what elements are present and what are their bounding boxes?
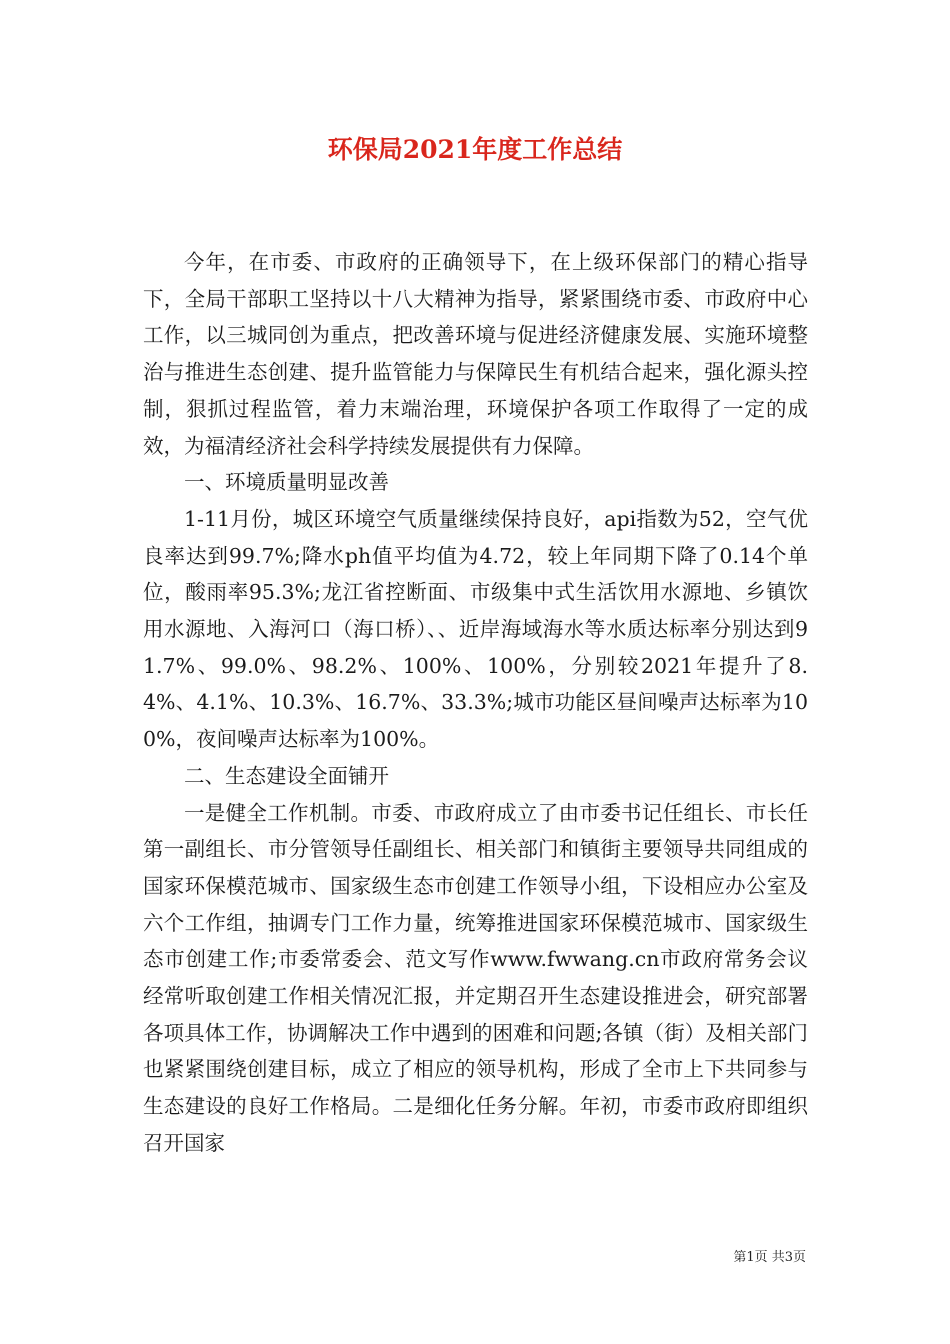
paragraph-environment-quality: 1-11月份，城区环境空气质量继续保持良好，api指数为52，空气优良率达到99.7%;降水ph值平均值为4.72，较上年同期下降了0.14个单位，酸雨率95.3%;龙江省控断面、市级集中式生活饮用水源地、乡镇饮用水源地、入海河口（海口桥）、、近岸海域海水等水质达标率分别达到91.7%、99.0%、98.2%、100%、100%，分别较2021年提升了8.4%、4.1%、10.3%、16.7%、33.3%;城市功能区昼间噪声达标率为100%，夜间噪声达标率为100%。	[143, 506, 808, 752]
paragraph-ecology-construction: 一是健全工作机制。市委、市政府成立了由市委书记任组长、市长任第一副组长、市分管领导任副组长、相关部门和镇街主要领导共同组成的国家环保模范城市、国家级生态市创建工作领导小组，下设相应办公室及六个工作组，抽调专门工作力量，统筹推进国家环保模范城市、国家级生态市创建工作;市委常委会、范文写作www.fwwang.cn市政府常务会议经常听取创建工作相关情况汇报，并定期召开生态建设推进会，研究部署各项具体工作，协调解决工作中遇到的困难和问题;各镇（街）及相关部门也紧紧围绕创建目标，成立了相应的领导机构，形成了全市上下共同参与生态建设的良好工作格局。二是细化任务分解。年初，市委市政府即组织召开国家	[143, 800, 808, 1155]
document-title: 环保局2021年度工作总结	[327, 135, 623, 164]
section-heading-2: 二、生态建设全面铺开	[184, 763, 389, 788]
section-heading-1: 一、环境质量明显改善	[184, 470, 389, 495]
paragraph-intro: 今年，在市委、市政府的正确领导下，在上级环保部门的精心指导下，全局干部职工坚持以十八大精神为指导，紧紧围绕市委、市政府中心工作，以三城同创为重点，把改善环境与促进经济健康发展、实施环境整治与推进生态创建、提升监管能力与保障民生有机结合起来，强化源头控制，狠抓过程监管，着力末端治理，环境保护各项工作取得了一定的成效，为福清经济社会科学持续发展提供有力保障。	[143, 250, 808, 458]
page-number: 第1页 共3页	[733, 1250, 806, 1265]
document-body	[143, 244, 808, 1162]
